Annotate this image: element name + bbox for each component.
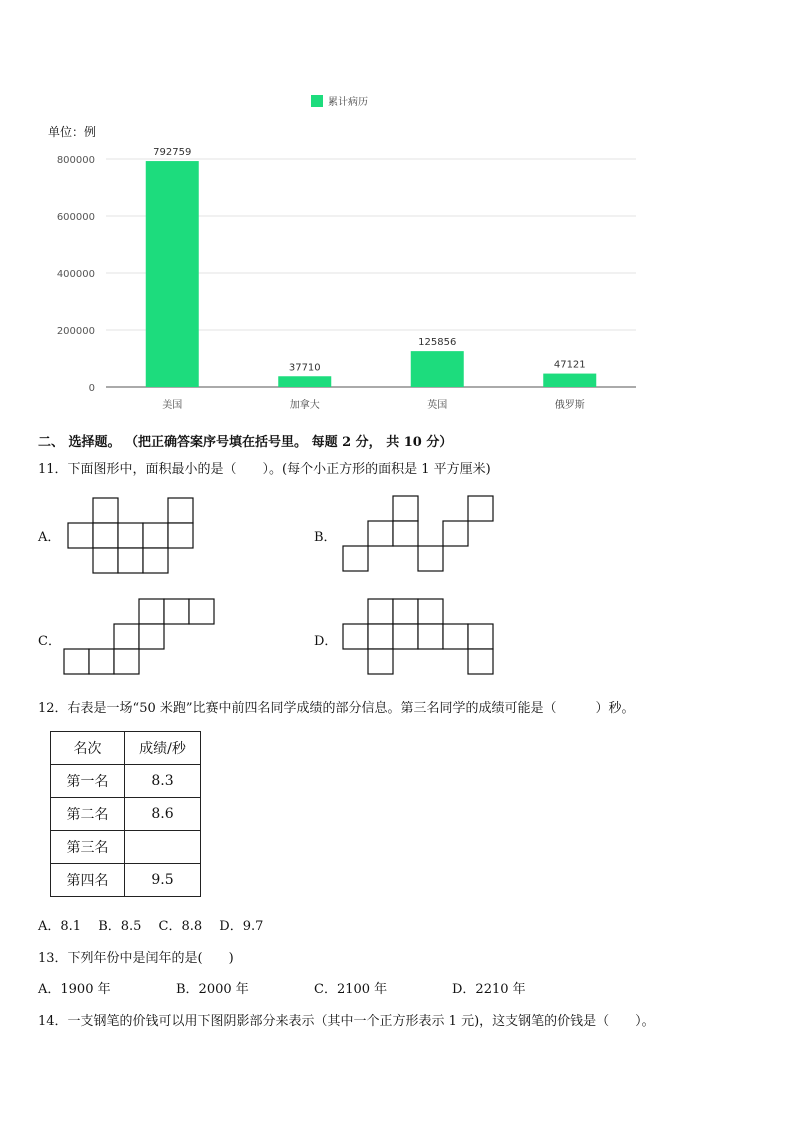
- legend-label: 累计病历: [328, 97, 368, 108]
- option-d-label: D．: [314, 634, 338, 649]
- bar-chart: [0, 85, 794, 415]
- y-tick-label: 400000: [56, 269, 95, 280]
- table-row: [51, 765, 201, 798]
- bar: [411, 351, 464, 387]
- x-tick-label: 英国: [427, 400, 448, 411]
- data-label: 792759: [153, 147, 192, 159]
- q13-option-c: C．2100 年: [314, 982, 388, 997]
- table-row: [51, 864, 201, 897]
- question-11: 11．下面图形中，面积最小的是（ ）。(每个小正方形的面积是 1 平方厘米): [38, 462, 491, 477]
- bar: [278, 376, 331, 387]
- table-header-row: [51, 732, 201, 765]
- y-tick-label: 0: [88, 383, 95, 394]
- table-header-cell: 名次: [51, 732, 125, 765]
- table-cell: 9.5: [125, 864, 201, 897]
- question-13: 13．下列年份中是闰年的是( ): [38, 951, 234, 966]
- x-tick-label: 俄罗斯: [554, 400, 585, 411]
- score-table: [50, 731, 201, 897]
- table-cell: [125, 831, 201, 864]
- data-label: 47121: [553, 359, 586, 371]
- table-cell: 第三名: [51, 831, 125, 864]
- unit-label: 单位：例: [48, 125, 97, 139]
- data-label: 125856: [418, 337, 457, 349]
- figure-c: [62, 597, 222, 677]
- option-b-label: B．: [314, 530, 337, 545]
- table-cell: 第一名: [51, 765, 125, 798]
- bar: [543, 374, 596, 387]
- table-cell: 8.3: [125, 765, 201, 798]
- x-tick-label: 美国: [162, 400, 183, 411]
- y-tick-label: 200000: [56, 326, 95, 337]
- option-a-label: A．: [38, 530, 61, 545]
- y-tick-label: 800000: [56, 155, 95, 166]
- table-row: [51, 798, 201, 831]
- q13-option-d: D．2210 年: [452, 982, 526, 997]
- bar: [146, 161, 199, 387]
- table-cell: 第四名: [51, 864, 125, 897]
- y-tick-label: 600000: [56, 212, 95, 223]
- x-tick-label: 加拿大: [289, 400, 320, 411]
- legend-swatch: [311, 95, 323, 107]
- data-label: 37710: [288, 362, 321, 374]
- table-row: [51, 831, 201, 864]
- table-cell: 第二名: [51, 798, 125, 831]
- figure-a: [66, 496, 196, 576]
- option-c-label: C．: [38, 634, 61, 649]
- figure-b: [341, 494, 496, 574]
- question-12: 12．右表是一场“50 米跑”比赛中前四名同学成绩的部分信息。第三名同学的成绩可能是（ ）秒。: [38, 701, 635, 716]
- table-header-cell: 成绩/秒: [125, 732, 201, 765]
- q13-option-b: B．2000 年: [176, 982, 249, 997]
- question-12-options: A．8.1 B．8.5 C．8.8 D．9.7: [38, 919, 264, 934]
- section-heading: 二、 选择题。 （把正确答案序号填在括号里。 每题 2 分， 共 10 分）: [38, 435, 453, 450]
- figure-d: [341, 597, 501, 677]
- table-cell: 8.6: [125, 798, 201, 831]
- q13-option-a: A．1900 年: [38, 982, 111, 997]
- question-14: 14．一支钢笔的价钱可以用下图阴影部分来表示（其中一个正方形表示 1 元)，这支钢笔的价钱是（ ）。: [38, 1014, 655, 1029]
